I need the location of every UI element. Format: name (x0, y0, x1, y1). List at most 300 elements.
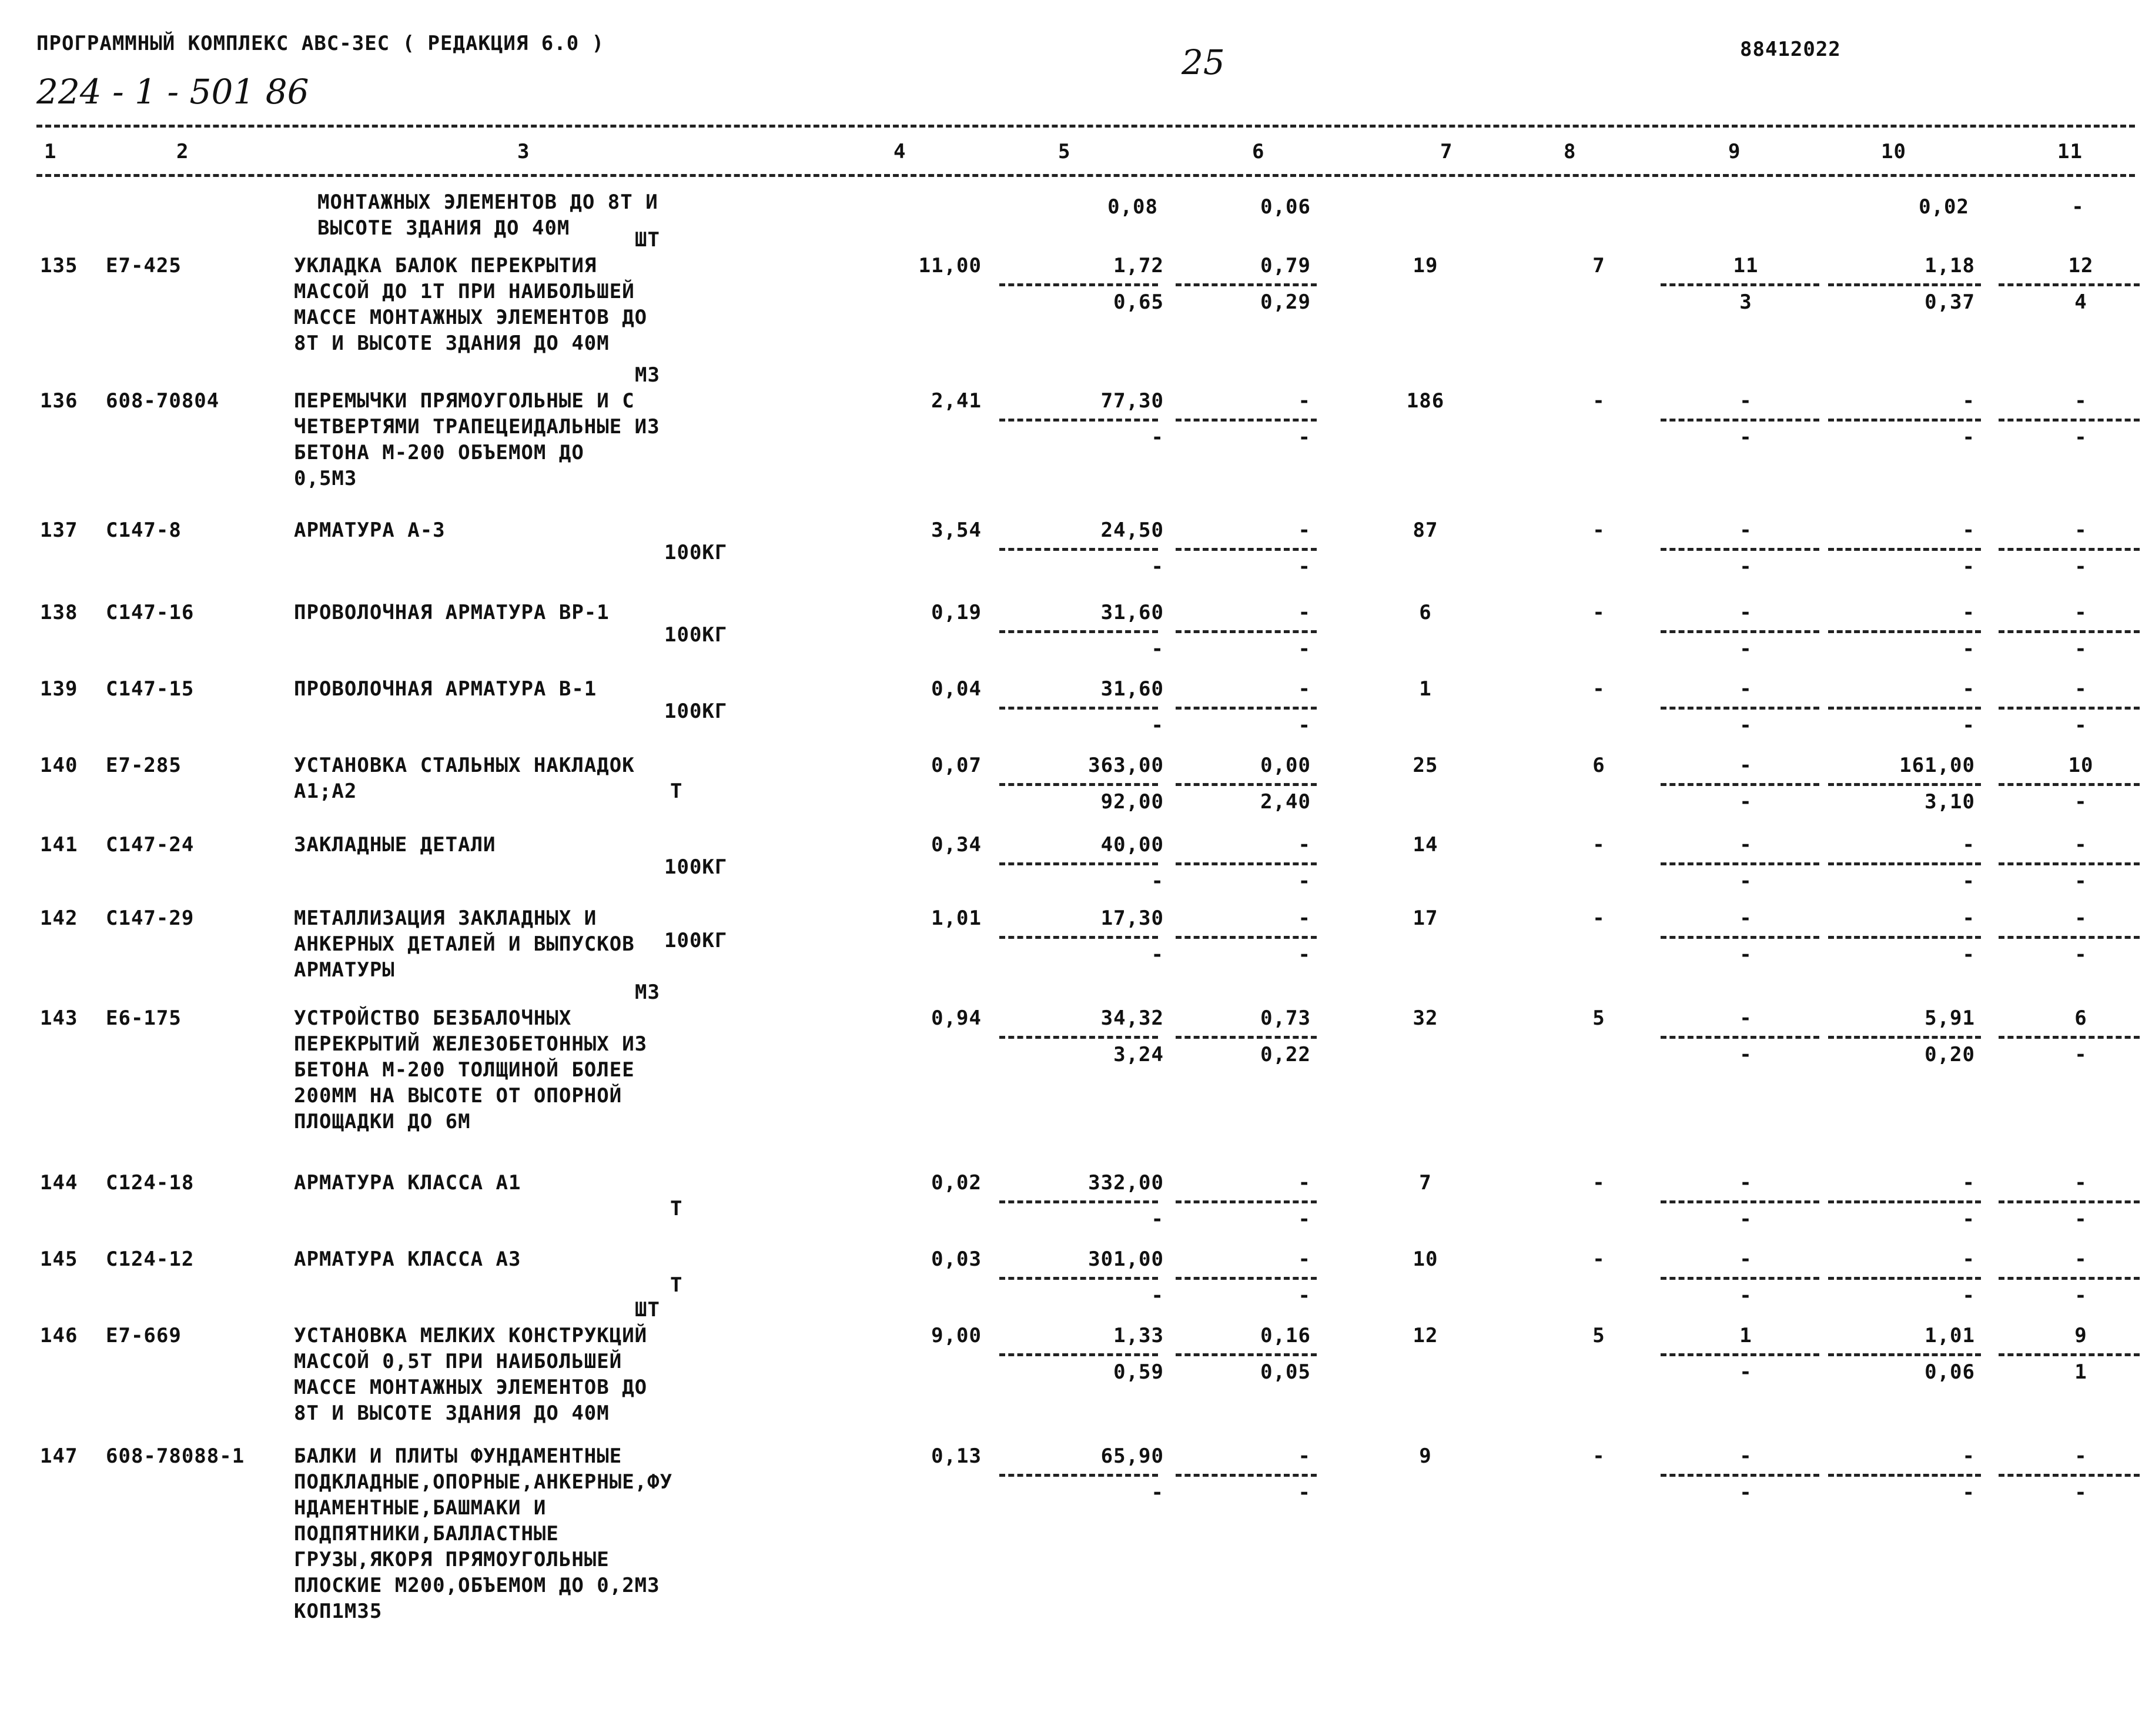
cell-col-7: 25 (1413, 754, 1438, 777)
fraction-rule (1176, 862, 1317, 865)
fraction-rule (1999, 936, 2140, 939)
cell-col-6: - (1298, 389, 1311, 413)
fraction-rule (1661, 783, 1819, 786)
work-description-line: 8Т И ВЫСОТЕ ЗДАНИЯ ДО 40М (294, 1401, 610, 1425)
work-description-line: АРМАТУРА А-3 (294, 519, 446, 542)
unit-of-measure: Т (670, 1197, 683, 1220)
fraction-rule (1661, 419, 1819, 422)
unit-of-measure: Т (670, 780, 683, 803)
rate-code: Е7-669 (106, 1324, 182, 1347)
cell-col-6-lower: - (1298, 869, 1311, 893)
fraction-rule (1661, 1200, 1819, 1203)
cell-col-4: 3,54 (931, 519, 982, 542)
fraction-rule (1828, 419, 1981, 422)
cell-col-6: - (1298, 1247, 1311, 1271)
row-number: 139 (40, 677, 78, 701)
cell-col-10: - (1962, 1247, 1975, 1271)
unit-of-measure: М3 (635, 363, 660, 387)
cell-col-11-lower: - (2074, 1284, 2087, 1307)
fraction-rule (999, 630, 1158, 633)
fraction-rule (999, 1200, 1158, 1203)
cell-col-11-lower: - (2074, 869, 2087, 893)
work-description-line: 0,5М3 (294, 467, 357, 490)
cell-col-7: 6 (1419, 601, 1432, 624)
cell-col-10: - (1962, 1171, 1975, 1195)
cell-col-8: - (1592, 601, 1605, 624)
cell-col-8: 6 (1592, 754, 1605, 777)
cell-col-6-lower: - (1298, 1481, 1311, 1504)
cell-col-8: - (1592, 907, 1605, 930)
unit-of-measure: Т (670, 1273, 683, 1297)
cell-col-9: - (1739, 677, 1752, 701)
cell-col-6: - (1298, 1444, 1311, 1468)
cell-col-9-lower: - (1739, 1284, 1752, 1307)
row-number: 145 (40, 1247, 78, 1271)
fraction-rule (999, 419, 1158, 422)
cell-col-9: - (1739, 1006, 1752, 1030)
cell-col-11: 10 (2068, 754, 2094, 777)
cell-col-11: 12 (2068, 254, 2094, 277)
cell-col-6-lower: 0,29 (1260, 290, 1311, 314)
cell-col-7: 19 (1413, 254, 1438, 277)
cell-col-10: 1,01 (1925, 1324, 1975, 1347)
fraction-rule (1661, 936, 1819, 939)
work-description-line: 8Т И ВЫСОТЕ ЗДАНИЯ ДО 40М (294, 332, 610, 355)
cell-col-5-lower: - (1151, 943, 1164, 966)
cell-col-5: 65,90 (1100, 1444, 1164, 1468)
cell-col-10-lower: - (1962, 1284, 1975, 1307)
row-number: 147 (40, 1444, 78, 1468)
work-description-line: БЕТОНА М-200 ОБЪЕМОМ ДО (294, 441, 584, 464)
header-bottom-rule (36, 174, 2135, 177)
column-header-2: 2 (176, 140, 189, 163)
work-description-line: ПОДКЛАДНЫЕ,ОПОРНЫЕ,АНКЕРНЫЕ,ФУ (294, 1470, 673, 1494)
cell-col-9: - (1739, 754, 1752, 777)
cell-col-11: 9 (2074, 1324, 2087, 1347)
cell-col-9-lower: - (1739, 790, 1752, 814)
continuation-col10: 0,02 (1919, 195, 1969, 219)
cell-col-5-lower: - (1151, 714, 1164, 737)
cell-col-10-lower: - (1962, 1207, 1975, 1231)
work-description-line: УСТРОЙСТВО БЕЗБАЛОЧНЫХ (294, 1006, 572, 1030)
program-header: ПРОГРАММНЫЙ КОМПЛЕКС АВС-ЗЕС ( РЕДАКЦИЯ 6.0 ) (36, 32, 605, 55)
work-description-line: УСТАНОВКА МЕЛКИХ КОНСТРУКЦИЙ (294, 1324, 648, 1347)
cell-col-10-lower: - (1962, 637, 1975, 661)
cell-col-6: - (1298, 1171, 1311, 1195)
fraction-rule (999, 548, 1158, 551)
unit-of-measure: М3 (635, 981, 660, 1004)
cell-col-9-lower: - (1739, 1043, 1752, 1066)
fraction-rule (1999, 1474, 2140, 1477)
cell-col-9: - (1739, 601, 1752, 624)
cell-col-6-lower: - (1298, 426, 1311, 449)
fraction-rule (1999, 862, 2140, 865)
cell-col-4: 0,13 (931, 1444, 982, 1468)
rate-code: С147-24 (106, 833, 195, 857)
fraction-rule (1828, 1277, 1981, 1280)
cell-col-8: - (1592, 1444, 1605, 1468)
rate-code: 608-70804 (106, 389, 220, 413)
fraction-rule (1828, 1353, 1981, 1356)
column-header-7: 7 (1440, 140, 1453, 163)
cell-col-11: - (2074, 1171, 2087, 1195)
cell-col-4: 1,01 (931, 907, 982, 930)
cell-col-5: 34,32 (1100, 1006, 1164, 1030)
row-number: 137 (40, 519, 78, 542)
fraction-rule (1176, 548, 1317, 551)
cell-col-11-lower: - (2074, 637, 2087, 661)
cell-col-10: - (1962, 1444, 1975, 1468)
cell-col-11-lower: 1 (2074, 1360, 2087, 1384)
row-number: 144 (40, 1171, 78, 1195)
cell-col-5: 1,33 (1113, 1324, 1164, 1347)
cell-col-5: 301,00 (1088, 1247, 1164, 1271)
fraction-rule (1661, 283, 1819, 286)
unit-of-measure: 100КГ (664, 623, 728, 647)
work-description-line: АРМАТУРА КЛАССА А1 (294, 1171, 521, 1195)
cell-col-7: 32 (1413, 1006, 1438, 1030)
work-description-line: ПРОВОЛОЧНАЯ АРМАТУРА В-1 (294, 677, 597, 701)
work-description-line: ПЛОСКИЕ М200,ОБЪЕМОМ ДО 0,2М3 (294, 1574, 660, 1597)
fraction-rule (1176, 783, 1317, 786)
header-top-rule (36, 125, 2135, 128)
fraction-rule (1828, 1200, 1981, 1203)
continuation-line: ВЫСОТЕ ЗДАНИЯ ДО 40М (317, 216, 570, 240)
work-description-line: 200ММ НА ВЫСОТЕ ОТ ОПОРНОЙ (294, 1084, 622, 1108)
cell-col-7: 186 (1406, 389, 1445, 413)
row-number: 136 (40, 389, 78, 413)
cell-col-5-lower: 92,00 (1100, 790, 1164, 814)
work-description-line: НДАМЕНТНЫЕ,БАШМАКИ И (294, 1496, 547, 1520)
cell-col-11: - (2074, 601, 2087, 624)
fraction-rule (1176, 936, 1317, 939)
cell-col-8: 5 (1592, 1324, 1605, 1347)
cell-col-6-lower: 0,22 (1260, 1043, 1311, 1066)
cell-col-11: - (2074, 833, 2087, 857)
cell-col-9-lower: - (1739, 555, 1752, 578)
cell-col-6: - (1298, 519, 1311, 542)
cell-col-9-lower: - (1739, 714, 1752, 737)
cell-col-5: 31,60 (1100, 601, 1164, 624)
cell-col-11-lower: - (2074, 1043, 2087, 1066)
fraction-rule (1999, 707, 2140, 710)
row-number: 146 (40, 1324, 78, 1347)
fraction-rule (1999, 783, 2140, 786)
work-description-line: ЗАКЛАДНЫЕ ДЕТАЛИ (294, 833, 496, 857)
fraction-rule (999, 1277, 1158, 1280)
cell-col-9: 11 (1733, 254, 1759, 277)
column-header-1: 1 (44, 140, 57, 163)
work-description-line: ПЕРЕКРЫТИЙ ЖЕЛЕЗОБЕТОННЫХ ИЗ (294, 1032, 648, 1056)
fraction-rule (1828, 707, 1981, 710)
cell-col-7: 1 (1419, 677, 1432, 701)
cell-col-4: 0,07 (931, 754, 982, 777)
fraction-rule (1999, 1353, 2140, 1356)
row-number: 135 (40, 254, 78, 277)
cell-col-11: - (2074, 907, 2087, 930)
fraction-rule (1999, 1277, 2140, 1280)
cell-col-4: 11,00 (918, 254, 982, 277)
cell-col-5: 17,30 (1100, 907, 1164, 930)
cell-col-11-lower: - (2074, 943, 2087, 966)
cell-col-9-lower: - (1739, 869, 1752, 893)
cell-col-4: 0,34 (931, 833, 982, 857)
cell-col-5: 363,00 (1088, 754, 1164, 777)
cell-col-5: 1,72 (1113, 254, 1164, 277)
work-description-line: А1;А2 (294, 780, 357, 803)
fraction-rule (999, 936, 1158, 939)
unit-of-measure: ШТ (635, 228, 660, 252)
cell-col-9: - (1739, 1247, 1752, 1271)
work-description-line: ПРОВОЛОЧНАЯ АРМАТУРА ВР-1 (294, 601, 610, 624)
cell-col-6-lower: 2,40 (1260, 790, 1311, 814)
fraction-rule (1828, 783, 1981, 786)
cell-col-6: 0,16 (1260, 1324, 1311, 1347)
column-header-8: 8 (1564, 140, 1577, 163)
fraction-rule (1661, 1277, 1819, 1280)
cell-col-11-lower: - (2074, 1207, 2087, 1231)
cell-col-11-lower: - (2074, 555, 2087, 578)
cell-col-9: - (1739, 1444, 1752, 1468)
fraction-rule (1661, 1474, 1819, 1477)
cell-col-8: - (1592, 1171, 1605, 1195)
fraction-rule (999, 283, 1158, 286)
cell-col-6-lower: - (1298, 555, 1311, 578)
fraction-rule (1999, 419, 2140, 422)
cell-col-4: 0,03 (931, 1247, 982, 1271)
column-header-4: 4 (893, 140, 906, 163)
fraction-rule (1999, 1200, 2140, 1203)
cell-col-4: 0,04 (931, 677, 982, 701)
unit-of-measure: 100КГ (664, 700, 728, 723)
cell-col-11-lower: - (2074, 1481, 2087, 1504)
fraction-rule (1661, 862, 1819, 865)
work-description-line: АРМАТУРА КЛАССА А3 (294, 1247, 521, 1271)
cell-col-9: - (1739, 833, 1752, 857)
cell-col-9: 1 (1739, 1324, 1752, 1347)
cell-col-6-lower: - (1298, 943, 1311, 966)
cell-col-10-lower: - (1962, 869, 1975, 893)
cell-col-8: - (1592, 1247, 1605, 1271)
cell-col-4: 0,02 (931, 1171, 982, 1195)
cell-col-7: 7 (1419, 1171, 1432, 1195)
cell-col-5: 24,50 (1100, 519, 1164, 542)
fraction-rule (1999, 548, 2140, 551)
cell-col-10-lower: 0,37 (1925, 290, 1975, 314)
fraction-rule (1999, 283, 2140, 286)
cell-col-5: 40,00 (1100, 833, 1164, 857)
fraction-rule (1176, 707, 1317, 710)
cell-col-11-lower: - (2074, 714, 2087, 737)
cell-col-7: 12 (1413, 1324, 1438, 1347)
cell-col-10-lower: - (1962, 714, 1975, 737)
cell-col-11-lower: - (2074, 426, 2087, 449)
fraction-rule (1176, 630, 1317, 633)
cell-col-7: 9 (1419, 1444, 1432, 1468)
work-description-line: УКЛАДКА БАЛОК ПЕРЕКРЫТИЯ (294, 254, 597, 277)
cell-col-10: 161,00 (1899, 754, 1975, 777)
cell-col-9-lower: - (1739, 943, 1752, 966)
work-description-line: ПЛОЩАДКИ ДО 6М (294, 1110, 471, 1133)
cell-col-6: 0,79 (1260, 254, 1311, 277)
cell-col-5: 77,30 (1100, 389, 1164, 413)
rate-code: Е7-425 (106, 254, 182, 277)
fraction-rule (1828, 1036, 1981, 1039)
fraction-rule (1828, 1474, 1981, 1477)
cell-col-9: - (1739, 1171, 1752, 1195)
rate-code: С147-29 (106, 907, 195, 930)
cell-col-9-lower: - (1739, 637, 1752, 661)
fraction-rule (1176, 1277, 1317, 1280)
rate-code: Е7-285 (106, 754, 182, 777)
fraction-rule (1828, 548, 1981, 551)
unit-of-measure: 100КГ (664, 929, 728, 952)
work-description-line: МАССОЙ ДО 1Т ПРИ НАИБОЛЬШЕЙ (294, 280, 635, 303)
cell-col-8: - (1592, 677, 1605, 701)
cell-col-9-lower: - (1739, 1481, 1752, 1504)
cell-col-10: - (1962, 907, 1975, 930)
fraction-rule (1176, 283, 1317, 286)
cell-col-6: - (1298, 833, 1311, 857)
cell-col-6: - (1298, 907, 1311, 930)
column-header-5: 5 (1058, 140, 1071, 163)
work-description-line: КОП1М35 (294, 1600, 383, 1623)
cell-col-7: 10 (1413, 1247, 1438, 1271)
cell-col-5-lower: - (1151, 555, 1164, 578)
fraction-rule (1828, 936, 1981, 939)
work-description-line: ПОДПЯТНИКИ,БАЛЛАСТНЫЕ (294, 1522, 559, 1546)
fraction-rule (999, 707, 1158, 710)
cell-col-11: 6 (2074, 1006, 2087, 1030)
work-description-line: ЧЕТВЕРТЯМИ ТРАПЕЦЕИДАЛЬНЫЕ ИЗ (294, 415, 660, 439)
cell-col-10: - (1962, 833, 1975, 857)
cell-col-8: - (1592, 519, 1605, 542)
fraction-rule (1176, 1353, 1317, 1356)
cell-col-9-lower: - (1739, 1207, 1752, 1231)
handwritten-project-reference: 224 - 1 - 501 86 (36, 72, 309, 112)
rate-code: С147-8 (106, 519, 182, 542)
cell-col-6: - (1298, 601, 1311, 624)
cell-col-10-lower: 3,10 (1925, 790, 1975, 814)
cell-col-11: - (2074, 1444, 2087, 1468)
unit-of-measure: 100КГ (664, 855, 728, 879)
work-description-line: МАССЕ МОНТАЖНЫХ ЭЛЕМЕНТОВ ДО (294, 1376, 648, 1399)
cell-col-5-lower: - (1151, 869, 1164, 893)
cell-col-5: 332,00 (1088, 1171, 1164, 1195)
fraction-rule (1828, 283, 1981, 286)
cell-col-5-lower: - (1151, 1207, 1164, 1231)
row-number: 138 (40, 601, 78, 624)
fraction-rule (1661, 707, 1819, 710)
fraction-rule (999, 783, 1158, 786)
cell-col-4: 0,94 (931, 1006, 982, 1030)
cell-col-4: 9,00 (931, 1324, 982, 1347)
handwritten-page-number: 25 (1182, 42, 1225, 82)
rate-code: С124-12 (106, 1247, 195, 1271)
cell-col-11: - (2074, 677, 2087, 701)
cell-col-9-lower: - (1739, 426, 1752, 449)
cell-col-10-lower: 0,06 (1925, 1360, 1975, 1384)
cell-col-9: - (1739, 907, 1752, 930)
fraction-rule (1828, 862, 1981, 865)
cell-col-5-lower: - (1151, 637, 1164, 661)
fraction-rule (1999, 1036, 2140, 1039)
work-description-line: БЕТОНА М-200 ТОЛЩИНОЙ БОЛЕЕ (294, 1058, 635, 1082)
rate-code: С147-16 (106, 601, 195, 624)
rate-code: Е6-175 (106, 1006, 182, 1030)
cell-col-10: 5,91 (1925, 1006, 1975, 1030)
cell-col-9-lower: - (1739, 1360, 1752, 1384)
cell-col-10: - (1962, 389, 1975, 413)
column-header-11: 11 (2057, 140, 2083, 163)
fraction-rule (1661, 1353, 1819, 1356)
cell-col-8: - (1592, 389, 1605, 413)
fraction-rule (999, 862, 1158, 865)
continuation-col11: - (2071, 195, 2084, 219)
cell-col-9: - (1739, 389, 1752, 413)
cell-col-5-lower: 0,65 (1113, 290, 1164, 314)
cell-col-5-lower: - (1151, 426, 1164, 449)
fraction-rule (1999, 630, 2140, 633)
cell-col-5-lower: - (1151, 1481, 1164, 1504)
cell-col-10: - (1962, 677, 1975, 701)
cell-col-7: 14 (1413, 833, 1438, 857)
column-header-row (0, 139, 2152, 168)
unit-of-measure: ШТ (635, 1298, 660, 1322)
fraction-rule (1176, 1200, 1317, 1203)
cell-col-9-lower: 3 (1739, 290, 1752, 314)
cell-col-11-lower: 4 (2074, 290, 2087, 314)
cell-col-6-lower: - (1298, 1284, 1311, 1307)
work-description-line: АРМАТУРЫ (294, 958, 395, 982)
column-header-6: 6 (1252, 140, 1265, 163)
fraction-rule (1176, 419, 1317, 422)
row-number: 140 (40, 754, 78, 777)
cell-col-10: - (1962, 601, 1975, 624)
cell-col-7: 17 (1413, 907, 1438, 930)
work-description-line: МАССОЙ 0,5Т ПРИ НАИБОЛЬШЕЙ (294, 1350, 622, 1373)
work-description-line: БАЛКИ И ПЛИТЫ ФУНДАМЕНТНЫЕ (294, 1444, 622, 1468)
work-description-line: АНКЕРНЫХ ДЕТАЛЕЙ И ВЫПУСКОВ (294, 932, 635, 956)
work-description-line: МАССЕ МОНТАЖНЫХ ЭЛЕМЕНТОВ ДО (294, 306, 648, 329)
column-header-3: 3 (517, 140, 530, 163)
rate-code: С147-15 (106, 677, 195, 701)
cell-col-5-lower: 0,59 (1113, 1360, 1164, 1384)
cell-col-8: 7 (1592, 254, 1605, 277)
cell-col-6-lower: - (1298, 1207, 1311, 1231)
cell-col-6-lower: - (1298, 714, 1311, 737)
cell-col-10: 1,18 (1925, 254, 1975, 277)
cell-col-5: 31,60 (1100, 677, 1164, 701)
row-number: 142 (40, 907, 78, 930)
fraction-rule (1176, 1036, 1317, 1039)
column-header-10: 10 (1881, 140, 1906, 163)
row-number: 141 (40, 833, 78, 857)
cell-col-10-lower: 0,20 (1925, 1043, 1975, 1066)
cell-col-10: - (1962, 519, 1975, 542)
cell-col-8: 5 (1592, 1006, 1605, 1030)
fraction-rule (1661, 548, 1819, 551)
cell-col-6-lower: 0,05 (1260, 1360, 1311, 1384)
cell-col-6-lower: - (1298, 637, 1311, 661)
cell-col-10-lower: - (1962, 943, 1975, 966)
cell-col-6: 0,73 (1260, 1006, 1311, 1030)
row-number: 143 (40, 1006, 78, 1030)
cell-col-11: - (2074, 389, 2087, 413)
continuation-col5: 0,08 (1107, 195, 1158, 219)
work-description-line: УСТАНОВКА СТАЛЬНЫХ НАКЛАДОК (294, 754, 635, 777)
work-description-line: МЕТАЛЛИЗАЦИЯ ЗАКЛАДНЫХ И (294, 907, 597, 930)
